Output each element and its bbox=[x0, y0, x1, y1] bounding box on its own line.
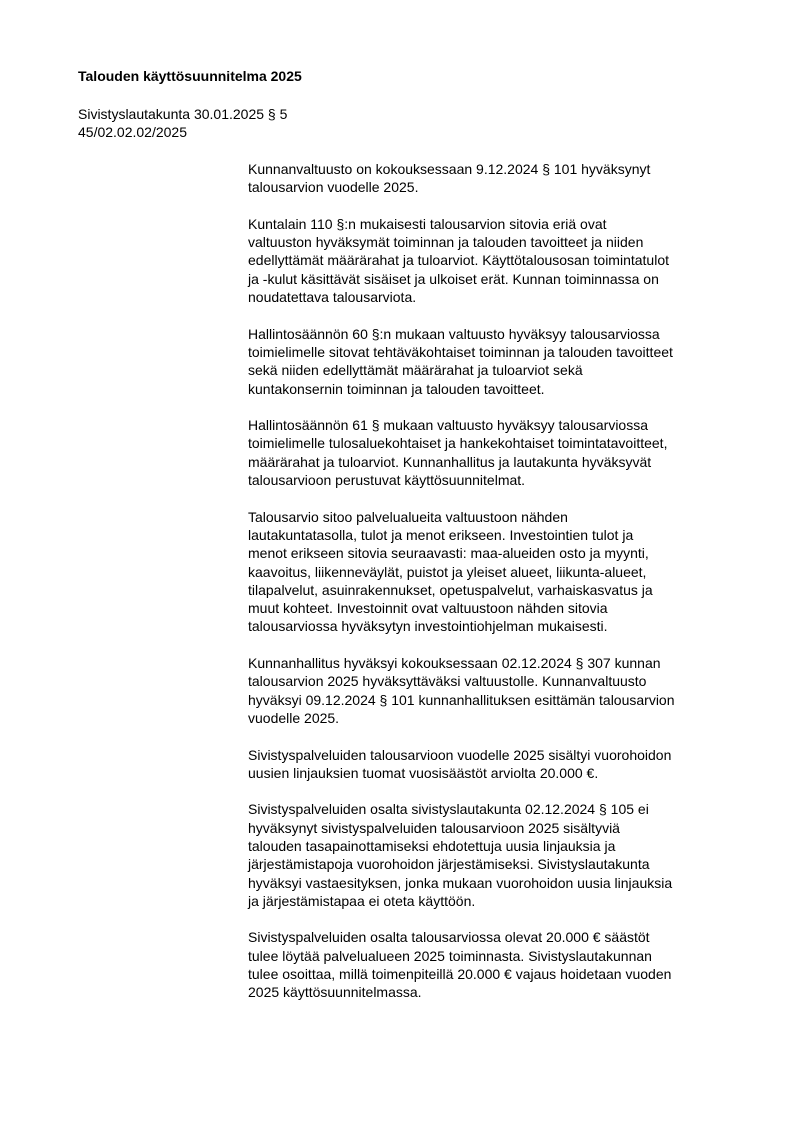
record-number: 45/02.02.02/2025 bbox=[78, 124, 187, 140]
paragraph-budget-binding: Talousarvio sitoo palvelualueita valtuustoon nähden lautakuntatasolla, tulot ja menot erikseen. Investointien tulot ja menot erikseen sitovia seuraavasti: maa-alueiden osto ja myynti, kaavoitus, liikenneväylät, puistot ja yleiset alueet, liikunta-alueet, tilapalvelut, asuinrakennukset, opetuspalvelut, varhaiskasvatus ja muut kohteet. Investoinnit ovat valtuustoon nähden sitovia talousarviossa hyväksytyn investointiohjelman mukaisesti. bbox=[248, 508, 653, 635]
paragraph-council-approval: Kunnanvaltuusto on kokouksessaan 9.12.2024 § 101 hyväksynyt talousarvion vuodelle 2025. bbox=[248, 161, 651, 196]
paragraph-administrative-rules-61: Hallintosäännön 61 § mukaan valtuusto hyväksyy talousarviossa toimielimelle tulosaluekohtaiset ja hankekohtaiset toimintatavoitteet, määrärahat ja tuloarviot. Kunnanhallitus ja lautakunta hyväksyvät talousarvioon perustuvat käyttösuunnitelmat. bbox=[248, 417, 668, 489]
document-title: Talouden käyttösuunnitelma 2025 bbox=[78, 68, 302, 84]
paragraph-shift-care-savings: Sivistyspalveluiden talousarvioon vuodelle 2025 sisältyi vuorohoidon uusien linjauksien tuomat vuosisäästöt arviolta 20.000 €. bbox=[248, 746, 672, 781]
paragraph-education-board-decision: Sivistyspalveluiden osalta sivistyslautakunta 02.12.2024 § 105 ei hyväksynyt sivistyspalveluiden talousarvioon 2025 sisältyviä talouden tasapainottamiseksi ehdotettuja uusia linjauksia ja järjestämistapoja vuorohoidon järjestämiseksi. Sivistyslautakunta hyväksyi vastaesityksen, jonka mukaan vuorohoidon uusia linjauksia ja järjestämistapaa ei oteta käyttöön. bbox=[248, 801, 673, 909]
paragraph-savings-requirement: Sivistyspalveluiden osalta talousarviossa olevat 20.000 € säästöt tulee löytää palvelualueen 2025 toiminnasta. Sivistyslautakunnan tulee osoittaa, millä toimenpiteillä 20.000 € vajaus hoidetaan vuoden 2025 käyttösuunnitelmassa. bbox=[248, 929, 672, 1001]
paragraph-board-approval: Kunnanhallitus hyväksyi kokouksessaan 02.12.2024 § 307 kunnan talousarvion 2025 hyväksyttäväksi valtuustolle. Kunnanvaltuusto hyväksyi 09.12.2024 § 101 kunnanhallituksen esittämän talousarvion vuodelle 2025. bbox=[248, 655, 675, 726]
paragraph-municipal-act: Kuntalain 110 §:n mukaisesti talousarvion sitovia eriä ovat valtuuston hyväksymät toiminnan ja talouden tavoitteet ja niiden edellyttämät määrärahat ja tuloarviot. Käyttötalousosan toimintatulot ja -kulut käsittävät sisäiset ja ulkoiset erät. Kunnan toiminnassa on noudatettava talousarviota. bbox=[248, 215, 670, 306]
body-text bbox=[248, 160, 718, 1020]
paragraph-administrative-rules-60: Hallintosäännön 60 §:n mukaan valtuusto hyväksyy talousarviossa toimielimelle sitovat tehtäväkohtaiset toiminnan ja talouden tavoitteet sekä niiden edellyttämät määrärahat ja tuloarviot sekä kuntakonsernin toiminnan ja talouden tavoitteet. bbox=[248, 325, 673, 397]
meeting-reference: Sivistyslautakunta 30.01.2025 § 5 bbox=[78, 106, 288, 122]
